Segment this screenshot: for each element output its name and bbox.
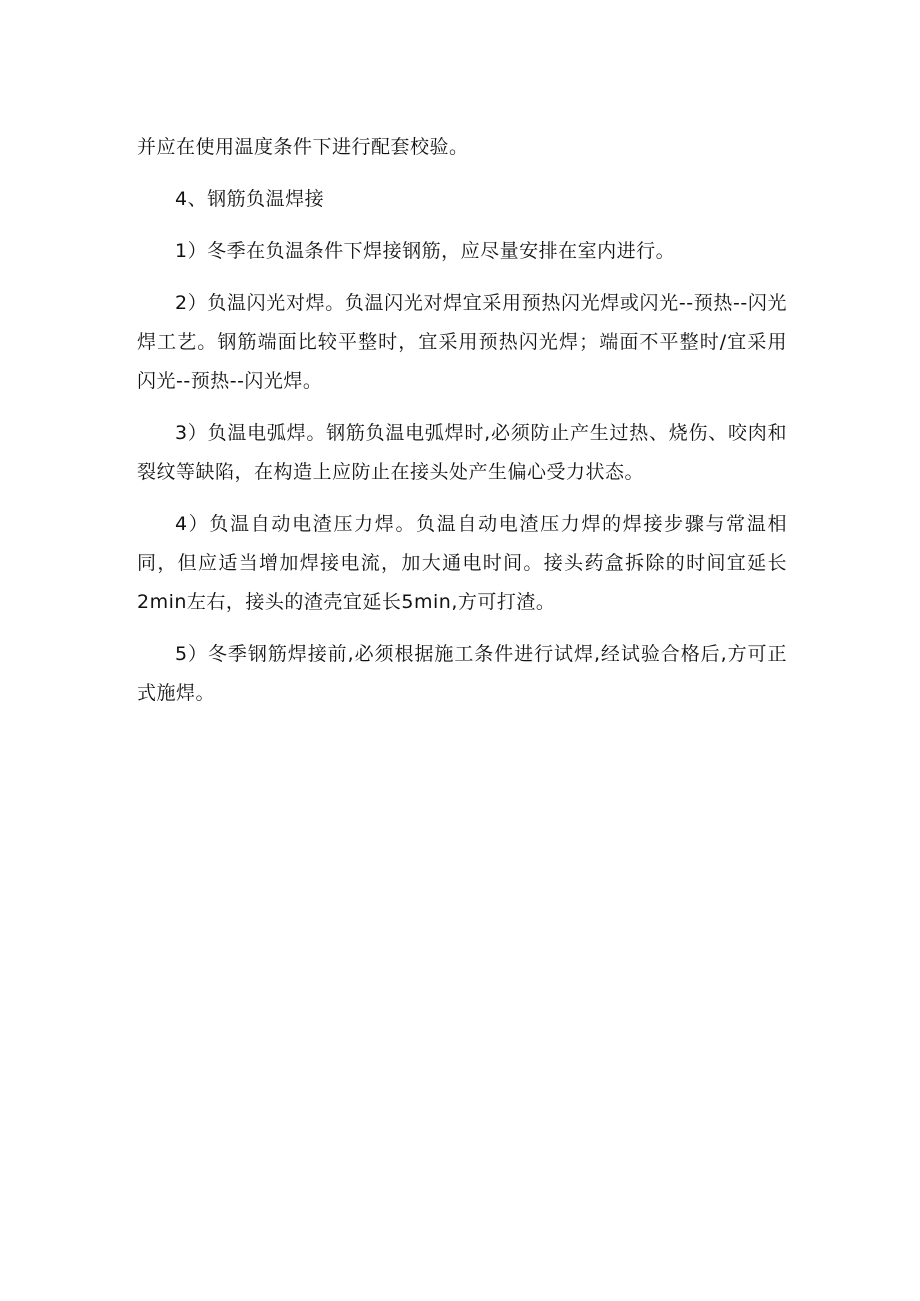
paragraph-continuation: 并应在使用温度条件下进行配套校验。 (137, 136, 469, 158)
list-item-4: 4）负温自动电渣压力焊。负温自动电渣压力焊的焊接步骤与常温相同，但应适当增加焊接电流，加大通电时间。接头药盒拆除的时间宜延长2min左右，接头的渣壳宜延长5min,方可打渣。 (137, 513, 787, 613)
list-item-3: 3）负温电弧焊。钢筋负温电弧焊时,必须防止产生过热、烧伤、咬肉和裂纹等缺陷，在构造上应防止在接头处产生偏心受力状态。 (137, 422, 787, 483)
section-heading: 4、钢筋负温焊接 (175, 188, 325, 210)
document-body (137, 128, 787, 713)
list-item-5: 5）冬季钢筋焊接前,必须根据施工条件进行试焊,经试验合格后,方可正式施焊。 (137, 643, 787, 704)
list-item-1: 1）冬季在负温条件下焊接钢筋，应尽量安排在室内进行。 (175, 240, 676, 262)
list-item-2: 2）负温闪光对焊。负温闪光对焊宜采用预热闪光焊或闪光--预热--闪光焊工艺。钢筋端面比较平整时，宜采用预热闪光焊；端面不平整时/宜采用闪光--预热--闪光焊。 (137, 292, 787, 392)
